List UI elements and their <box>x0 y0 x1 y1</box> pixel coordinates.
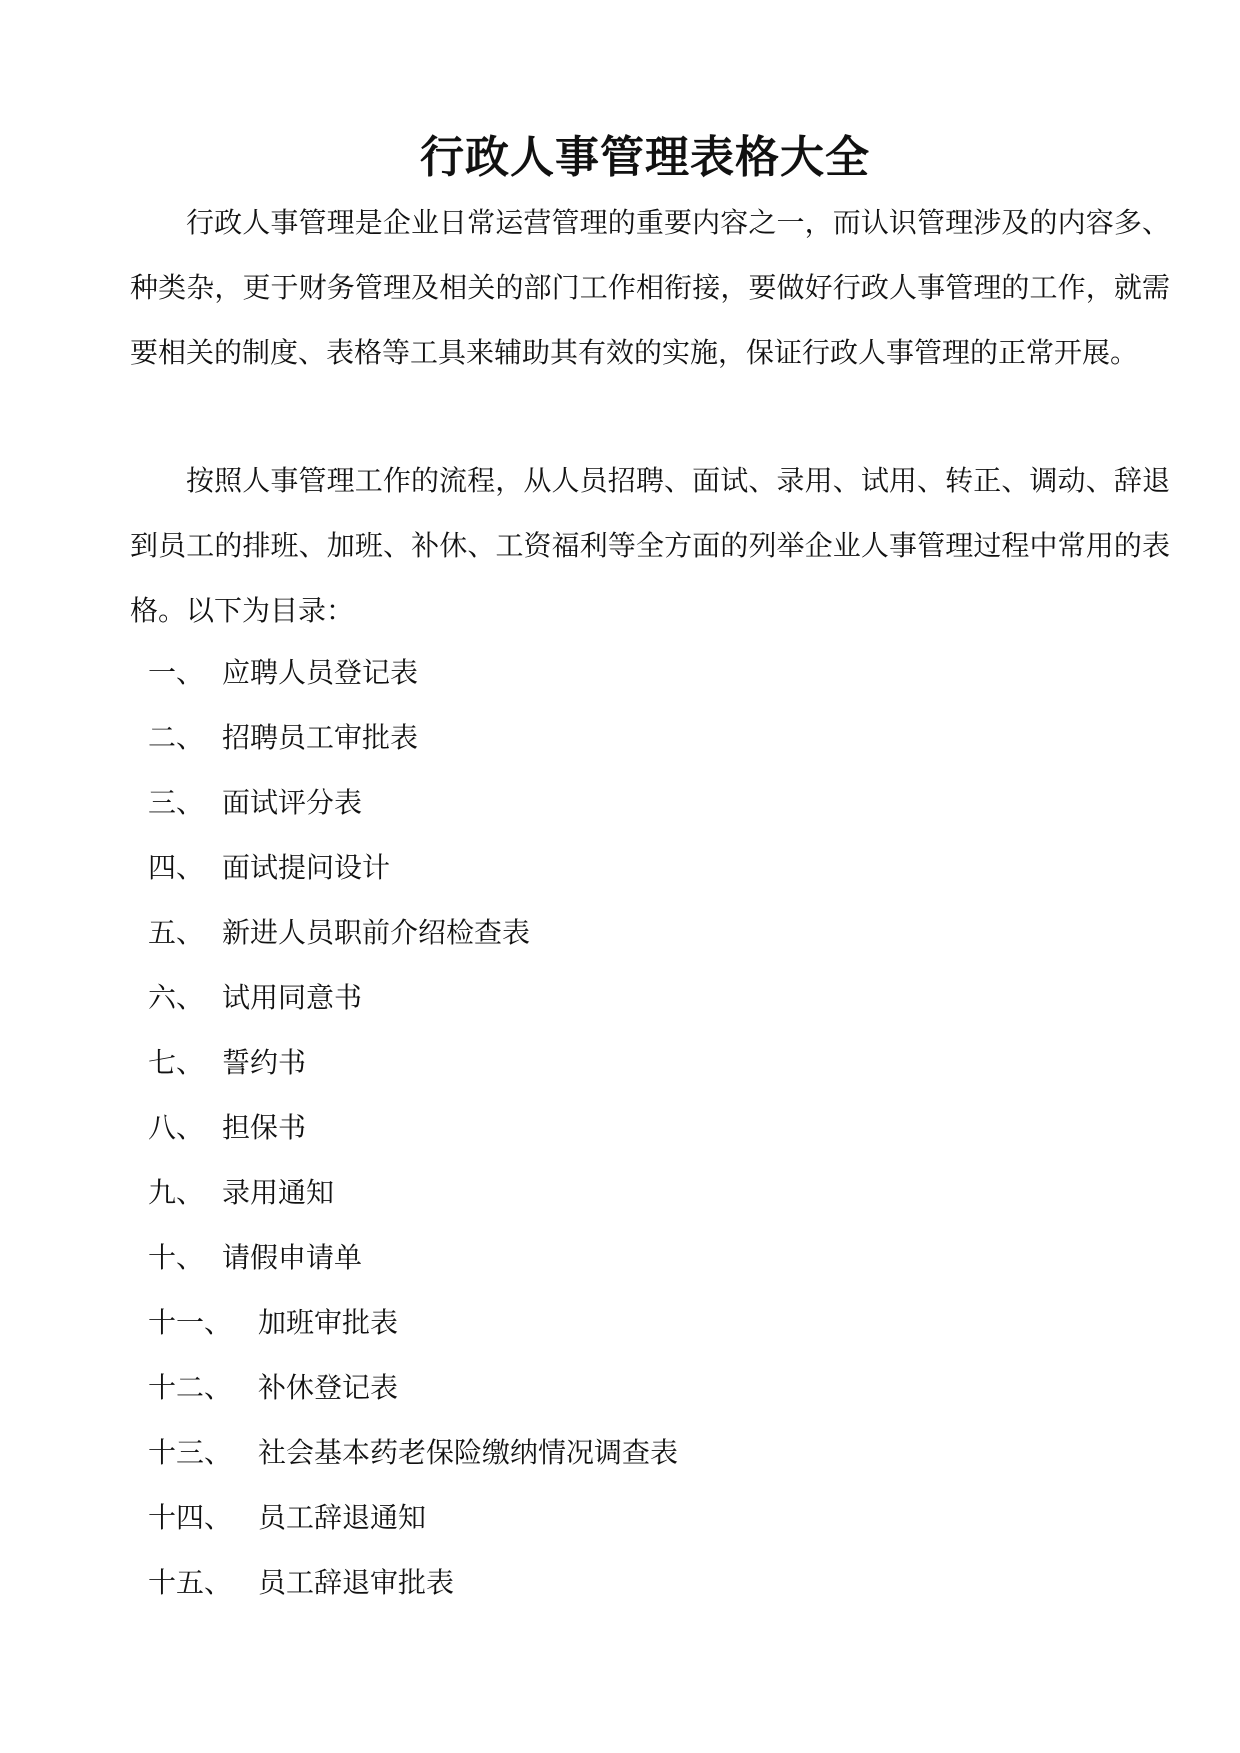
toc-item <box>148 1420 678 1485</box>
toc-label: 面试评分表 <box>222 786 363 819</box>
toc-label: 补休登记表 <box>258 1371 399 1404</box>
toc-item <box>148 1030 678 1095</box>
toc-label: 社会基本药老保险缴纳情况调查表 <box>258 1436 679 1469</box>
toc-item <box>148 705 678 770</box>
toc-item <box>148 770 678 835</box>
toc-item <box>148 1095 678 1160</box>
toc-number: 十四、 <box>148 1501 233 1534</box>
toc-number: 九、 <box>148 1176 205 1209</box>
toc-number: 二、 <box>148 721 205 754</box>
document-title: 行政人事管理表格大全 <box>420 132 870 183</box>
toc-item <box>148 835 678 900</box>
toc-label: 试用同意书 <box>222 981 363 1014</box>
toc-label: 员工辞退通知 <box>258 1501 427 1534</box>
toc-number: 八、 <box>148 1111 205 1144</box>
toc-item <box>148 965 678 1030</box>
toc-label: 誓约书 <box>222 1046 307 1079</box>
toc-label: 招聘员工审批表 <box>222 721 419 754</box>
toc-item <box>148 1355 678 1420</box>
toc-label: 应聘人员登记表 <box>222 656 419 689</box>
toc-item <box>148 900 678 965</box>
toc-item <box>148 1485 678 1550</box>
toc-number: 五、 <box>148 916 205 949</box>
toc-label: 新进人员职前介绍检查表 <box>222 916 531 949</box>
toc-number: 一、 <box>148 656 205 689</box>
toc-label: 面试提问设计 <box>222 851 391 884</box>
toc-number: 七、 <box>148 1046 205 1079</box>
toc-number: 十二、 <box>148 1371 233 1404</box>
toc-number: 十三、 <box>148 1436 233 1469</box>
toc-number: 十一、 <box>148 1306 233 1339</box>
process-paragraph: 按照人事管理工作的流程，从人员招聘、面试、录用、试用、转正、调动、辞退到员工的排班、加班、补休、工资福利等全方面的列举企业人事管理过程中常用的表格。以下为目录： <box>130 464 1170 627</box>
toc-number: 六、 <box>148 981 205 1014</box>
toc-number: 三、 <box>148 786 205 819</box>
toc-number: 四、 <box>148 851 205 884</box>
toc-item <box>148 1225 678 1290</box>
toc-number: 十、 <box>148 1241 205 1274</box>
toc-label: 加班审批表 <box>258 1306 399 1339</box>
toc-item <box>148 1160 678 1225</box>
toc-label: 请假申请单 <box>222 1241 363 1274</box>
toc-item <box>148 640 678 705</box>
toc-label: 录用通知 <box>222 1176 335 1209</box>
toc-label: 担保书 <box>222 1111 307 1144</box>
toc-item <box>148 1550 678 1615</box>
table-of-contents <box>148 640 678 1615</box>
toc-label: 员工辞退审批表 <box>258 1566 455 1599</box>
toc-item <box>148 1290 678 1355</box>
intro-paragraph: 行政人事管理是企业日常运营管理的重要内容之一，而认识管理涉及的内容多、种类杂，更于财务管理及相关的部门工作相衔接，要做好行政人事管理的工作，就需要相关的制度、表格等工具来辅助其有效的实施，保证行政人事管理的正常开展。 <box>130 206 1170 369</box>
toc-number: 十五、 <box>148 1566 233 1599</box>
